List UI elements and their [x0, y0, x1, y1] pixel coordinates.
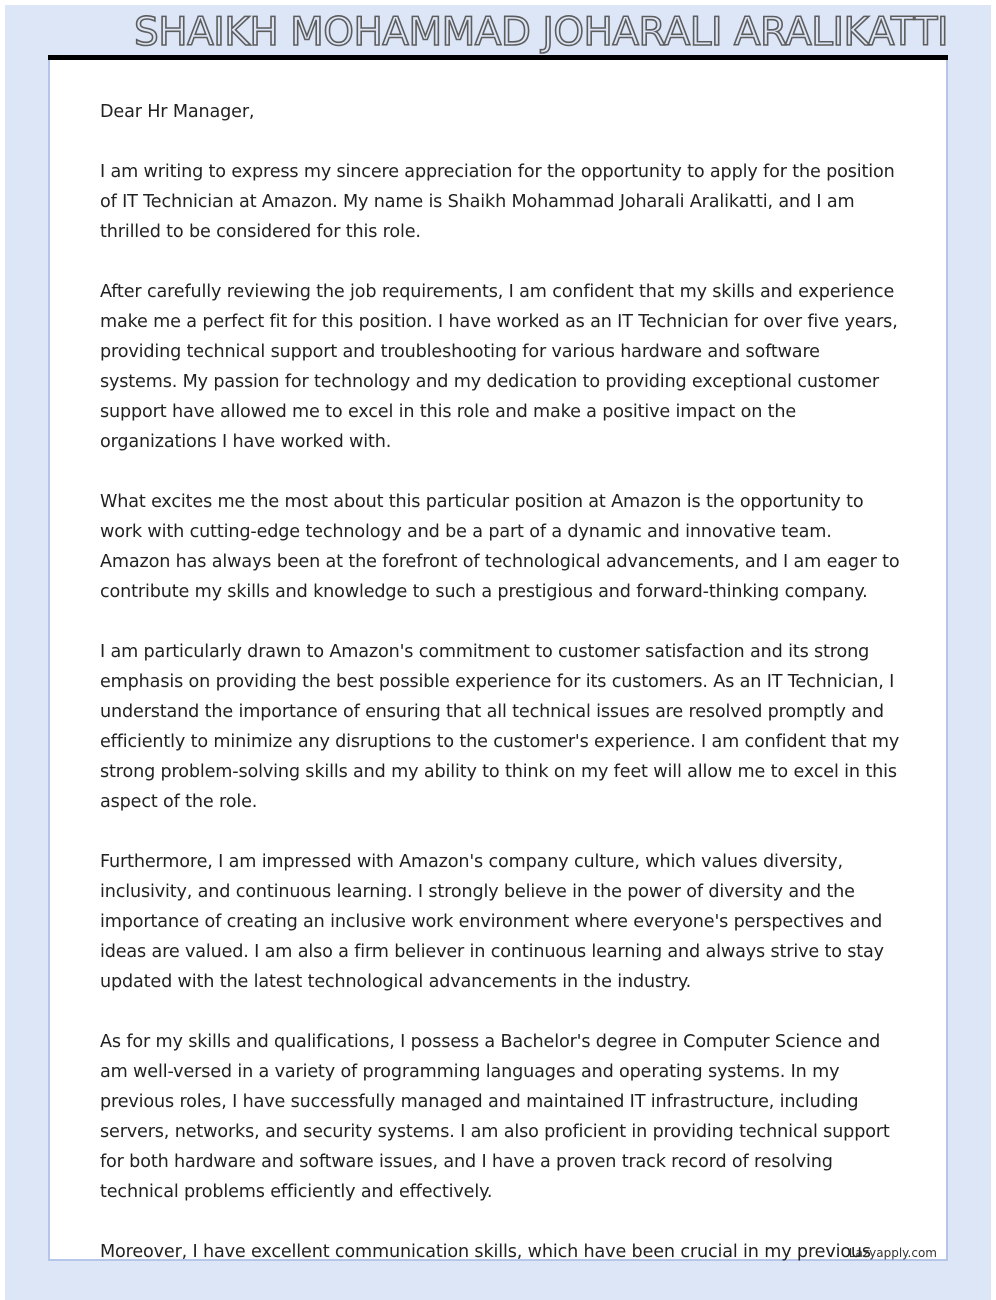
paragraph-culture: Furthermore, I am impressed with Amazon's company culture, which values diversity, inclusivity, and continuous learning. I strongly believe in the power of diversity and the importance of creating an inclusive work environment where everyone's perspectives and ideas are valued. I am also a firm believer in continuous learning and always strive to stay updated with the latest technological advancements in the industry. — [100, 852, 884, 992]
paragraph-customer-focus: I am particularly drawn to Amazon's commitment to customer satisfaction and its strong emphasis on providing the best possible experience for its customers. As an IT Technician, I understand the importance of ensuring that all technical issues are resolved promptly and efficiently to minimize any disruptions to the customer's experience. I am confident that my strong problem-solving skills and my ability to think on my feet will allow me to excel in this aspect of the role. — [100, 642, 900, 812]
lazyapply-watermark: Lazyapply.com — [848, 1246, 937, 1260]
paragraph-motivation: What excites me the most about this particular position at Amazon is the opportunity to work with cutting-edge technology and be a part of a dynamic and innovative team. Amazon has always been at the forefront of technological advancements, and I am eager to contribute my skills and knowledge to such a prestigious and forward-thinking company. — [100, 492, 900, 602]
cover-letter-body — [100, 97, 900, 1297]
paragraph-intro: I am writing to express my sincere appreciation for the opportunity to apply for the position of IT Technician at Amazon. My name is Shaikh Mohammad Joharali Aralikatti, and I am thrilled to be considered for this role. — [100, 162, 895, 242]
paragraph-communication: Moreover, I have excellent communication skills, which have been crucial in my previous — [100, 1242, 871, 1262]
salutation: Dear Hr Manager, — [100, 102, 255, 122]
paragraph-experience: After carefully reviewing the job requirements, I am confident that my skills and experience make me a perfect fit for this position. I have worked as an IT Technician for over five years, providing technical support and troubleshooting for various hardware and software systems. My passion for technology and my dedication to providing exceptional customer support have allowed me to excel in this role and make a positive impact on the organizations I have worked with. — [100, 282, 898, 452]
applicant-name-header: SHAIKH MOHAMMAD JOHARALI ARALIKATTI — [134, 10, 948, 55]
paragraph-qualifications: As for my skills and qualifications, I possess a Bachelor's degree in Computer Science and am well-versed in a variety of programming languages and operating systems. In my previous roles, I have successfully managed and maintained IT infrastructure, including servers, networks, and security systems. I am also proficient in providing technical support for both hardware and software issues, and I have a proven track record of resolving technical problems efficiently and effectively. — [100, 1032, 890, 1202]
